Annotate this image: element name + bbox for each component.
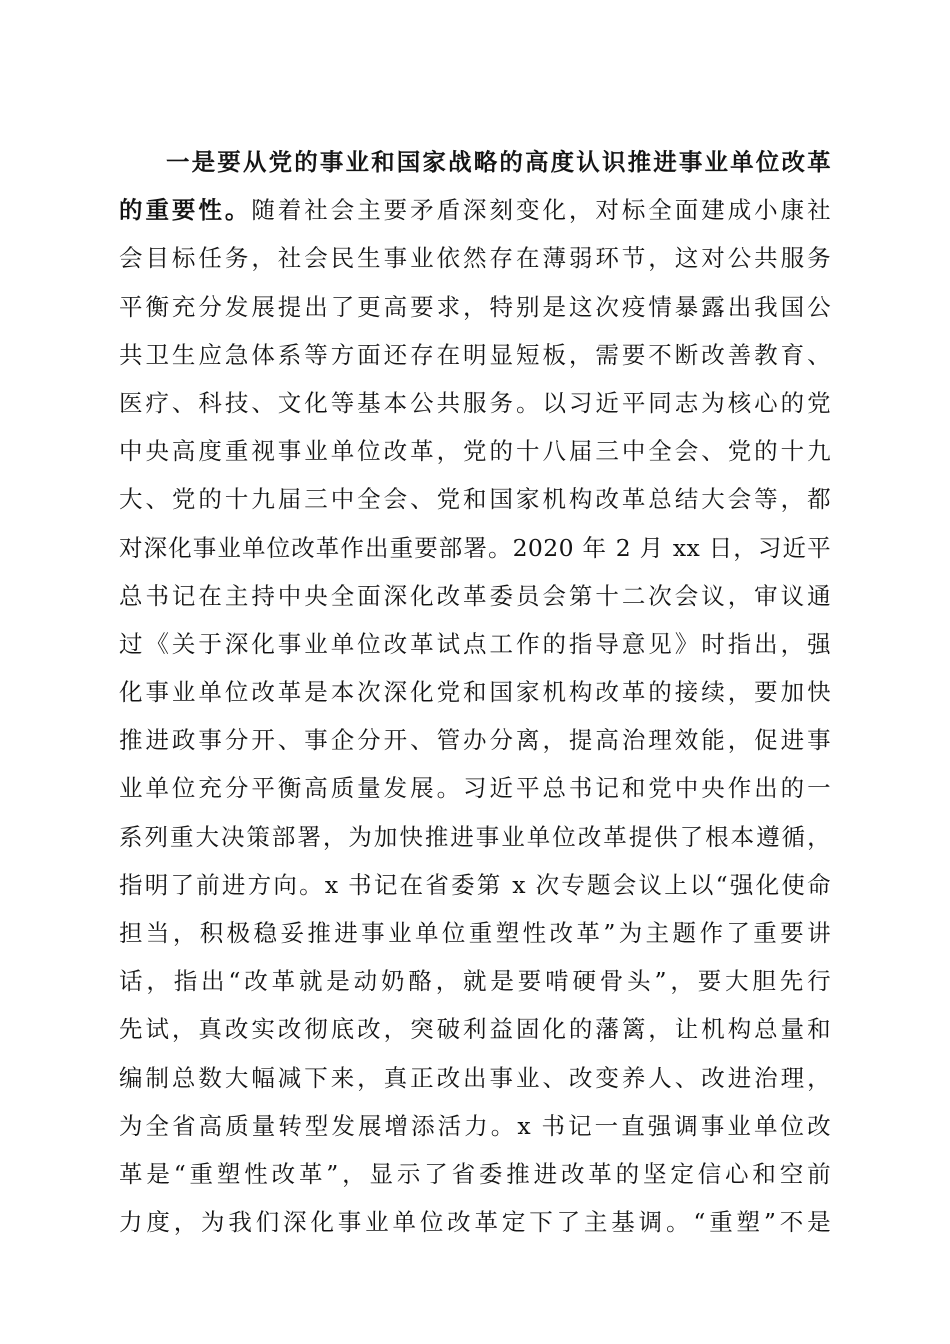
line-text: 对深化事业单位改革作出重要部署。2020 年 2 月 xx 日，习近平 — [119, 533, 831, 562]
paragraph — [119, 138, 831, 1246]
text-line-4 — [119, 283, 831, 331]
text-line-20 — [119, 1054, 831, 1102]
text-line-8 — [119, 475, 831, 523]
text-line-14 — [119, 764, 831, 812]
text-line-7 — [119, 427, 831, 475]
line-text: 话，指出“改革就是动奶酪，就是要啃硬骨头”，要大胆先行 — [119, 967, 831, 996]
line-text: 大、党的十九届三中全会、党和国家机构改革总结大会等，都 — [119, 485, 831, 514]
text-line-13 — [119, 716, 831, 764]
text-line-15 — [119, 813, 831, 861]
line-text: 为全省高质量转型发展增添活力。x 书记一直强调事业单位改 — [119, 1111, 831, 1140]
bold-heading-text: 一是要从党的事业和国家战略的高度认识推进事业单位改革 — [166, 148, 831, 176]
line-text: 平衡充分发展提出了更高要求，特别是这次疫情暴露出我国公 — [119, 292, 831, 321]
text-line-3 — [119, 234, 831, 282]
text-line-2 — [119, 186, 831, 234]
line-text: 过《关于深化事业单位改革试点工作的指导意见》时指出，强 — [119, 629, 831, 658]
line-text: 会目标任务，社会民生事业依然存在薄弱环节，这对公共服务 — [119, 244, 831, 273]
line-text: 化事业单位改革是本次深化党和国家机构改革的接续，要加快 — [119, 678, 831, 707]
text-line-19 — [119, 1005, 831, 1053]
line-text: 编制总数大幅减下来，真正改出事业、改变养人、改进治理， — [119, 1063, 831, 1092]
line-text: 医疗、科技、文化等基本公共服务。以习近平同志为核心的党 — [119, 388, 831, 417]
line-text: 指明了前进方向。x 书记在省委第 x 次专题会议上以“强化使命 — [119, 870, 831, 899]
line-text: 总书记在主持中央全面深化改革委员会第十二次会议，审议通 — [119, 581, 831, 610]
text-line-6 — [119, 379, 831, 427]
line-text: 随着社会主要矛盾深刻变化，对标全面建成小康社 — [251, 196, 831, 225]
line-text: 先试，真改实改彻底改，突破利益固化的藩篱，让机构总量和 — [119, 1015, 831, 1044]
line-text: 推进政事分开、事企分开、管办分离，提高治理效能，促进事 — [119, 726, 831, 755]
text-line-22 — [119, 1150, 831, 1198]
text-line-21 — [119, 1102, 831, 1150]
text-line-17 — [119, 909, 831, 957]
text-line-9 — [119, 524, 831, 572]
line-text: 共卫生应急体系等方面还存在明显短板，需要不断改善教育、 — [119, 340, 831, 369]
text-line-1 — [119, 138, 831, 186]
line-text: 革是“重塑性改革”，显示了省委推进改革的坚定信心和空前 — [119, 1159, 831, 1188]
text-line-18 — [119, 957, 831, 1005]
text-line-23 — [119, 1198, 831, 1246]
line-text: 系列重大决策部署，为加快推进事业单位改革提供了根本遵循， — [119, 822, 831, 851]
text-line-10 — [119, 572, 831, 620]
text-line-12 — [119, 668, 831, 716]
bold-heading-text: 的重要性。 — [119, 196, 252, 225]
text-line-16 — [119, 861, 831, 909]
line-text: 业单位充分平衡高质量发展。习近平总书记和党中央作出的一 — [119, 774, 831, 803]
text-line-5 — [119, 331, 831, 379]
line-text: 担当，积极稳妥推进事业单位重塑性改革”为主题作了重要讲 — [119, 919, 831, 947]
line-text: 中央高度重视事业单位改革，党的十八届三中全会、党的十九 — [119, 437, 831, 466]
text-line-11 — [119, 620, 831, 668]
line-text: 力度，为我们深化事业单位改革定下了主基调。“重塑”不是 — [119, 1208, 831, 1237]
